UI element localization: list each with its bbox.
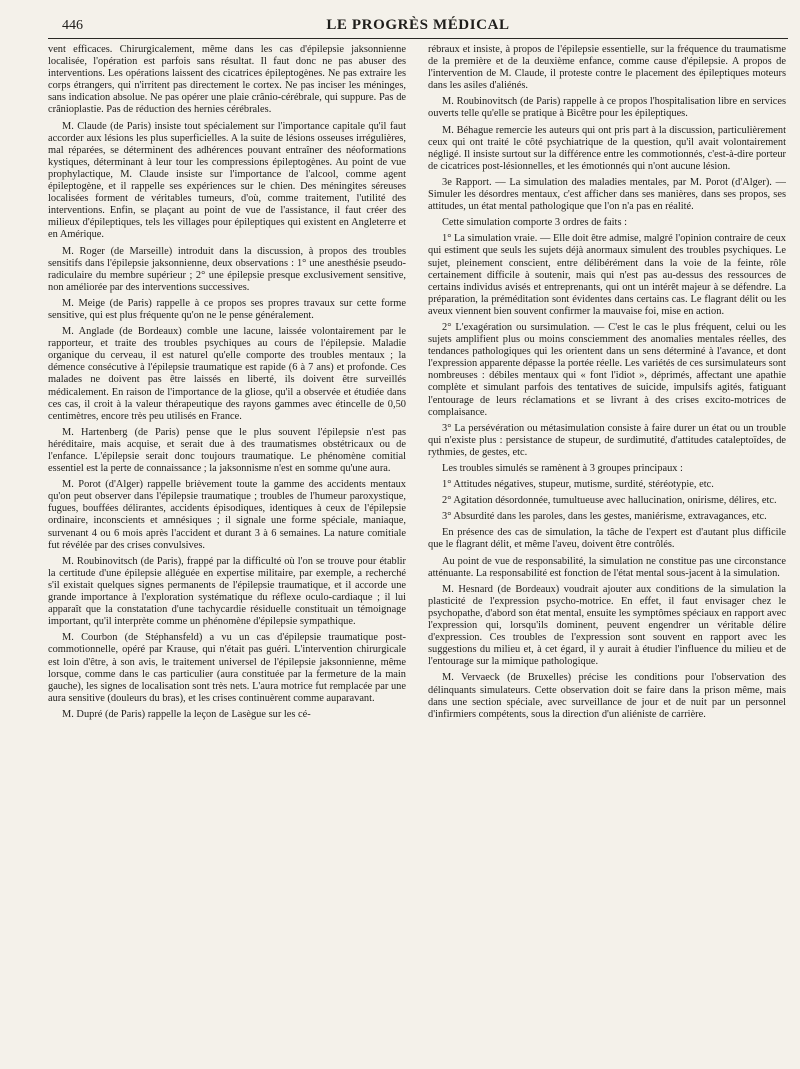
paragraph: M. Roubinovitsch (de Paris) rappelle à ce propos l'hospitalisation libre en services ouverts telle qu'elle se pratique à Bicêtre pour les épileptiques. <box>428 96 786 120</box>
paragraph: M. Meige (de Paris) rappelle à ce propos ses propres travaux sur cette forme sensitive, qui est plus fréquente qu'on ne le pense généralement. <box>48 297 406 321</box>
paragraph: 2° Agitation désordonnée, tumultueuse avec hallucination, onirisme, délires, etc. <box>442 495 777 507</box>
paragraph: M. Hartenberg (de Paris) pense que le plus souvent l'épilepsie n'est pas héréditaire, mais acquise, et serait due à des traumatismes obstétricaux ou de l'enfance. L'épilepsie serait donc toujours traumatique. Le phénomène comitial essentiel est la perte de connaissance ; la jaksonnisme n'est en somme qu'une aura. <box>48 426 406 475</box>
right-column <box>428 44 786 1069</box>
paragraph: Cette simulation comporte 3 ordres de faits : <box>442 217 627 229</box>
paragraph: M. Porot (d'Alger) rappelle brièvement toute la gamme des accidents mentaux qu'on peut observer dans l'épilepsie traumatique ; troubles de l'humeur paroxystique, fugues, bouffées délirantes, accidents épisodiques, identiques à ceux de l'épilepsie ordinaire, inconscients et amnésiques ; il signale une forme spéciale, maniaque, survenant 4 ou 6 mois après l'accident et durant 3 à 6 semaines. La nature comitiale fut révélée par des crises convulsives. <box>48 479 406 551</box>
paragraph: M. Dupré (de Paris) rappelle la leçon de Lasègue sur les cé- <box>62 708 311 720</box>
running-title: LE PROGRÈS MÉDICAL <box>326 17 510 33</box>
paragraph: 3° Absurdité dans les paroles, dans les gestes, maniérisme, extravagances, etc. <box>442 511 767 523</box>
paragraph: En présence des cas de simulation, la tâche de l'expert est d'autant plus difficile que le flagrant délit, et même l'aveu, doivent être contrôlés. <box>428 527 786 551</box>
paragraph: M. Hesnard (de Bordeaux) voudrait ajouter aux conditions de la simulation la plasticité de l'expression psycho-motrice. En effet, il faut envisager chez le psychopathe, d'abord son état mental, ensuite les symptômes spéciaux en rapport avec l'expression qui, lorsqu'ils dominent, peuvent engendrer un véritable délire d'expression. Ces troubles de l'expression sont souvent en rapport avec les suggestions du milieu et, à cet égard, il y aurait à étudier l'influence du milieu et de l'entourage sur la mimique pathologique. <box>428 583 786 668</box>
paragraph: 1° La simulation vraie. — Elle doit être admise, malgré l'opinion contraire de ceux qui estiment que seuls les sujets déjà anormaux simulent des troubles psychiques. Le sujet, pleinement conscient, entre délibérément dans la voie de la feinte, rôle certainement difficile à soutenir, mais qui n'est pas au-dessus des ressources de certains individus avisés et entreprenants, qui ont un intérêt majeur à se défendre. La préparation, la préméditation sont évidentes dans certains cas. Le flagrant délit ou les aveux viennent bien souvent confirmer la mauvaise foi, mise en action. <box>428 233 786 317</box>
text-columns <box>48 44 788 1069</box>
page-header <box>48 16 788 39</box>
paragraph: rébraux et insiste, à propos de l'épilepsie essentielle, sur la fréquence du traumatisme de la première et de la deuxième enfance, comme cause d'épilepsie. A propos de l'intervention de M. Claude, il proteste contre le placement des épileptiques moteurs dans les asiles d'aliénés. <box>428 44 786 92</box>
paragraph: M. Béhague remercie les auteurs qui ont pris part à la discussion, particulièrement ceux qui ont traité le côté psychiatrique de la question, qu'il avait volontairement négligé. Il insiste surtout sur la différence entre les commotionnés, c'est-à-dire porteur de cicatrices post-lésionnelles, et les émotionnés qui n'ont aucune lésion. <box>428 124 786 172</box>
paragraph: M. Roubinovitsch (de Paris), frappé par la difficulté où l'on se trouve pour établir la certitude d'une épilepsie alléguée en expertise militaire, par exemple, a recherché s'il existait quelques signes permanents de l'épilepsie traumatique, et il accorde une grande importance à l'exploration systématique du réflexe oculo-cardiaque ; il lui apparaît que la constatation d'une tachycardie résiduelle constituait un témoignage important, qu'il interprète comme un phénomène d'épilepsie sympathique. <box>48 555 406 628</box>
paragraph: M. Anglade (de Bordeaux) comble une lacune, laissée volontairement par le rapporteur, et traite des troubles psychiques au cours de l'épilepsie. Maladie organique du cerveau, il est naturel qu'elle comporte des troubles mentaux ; la démence consécutive à l'épilepsie traumatique est rapide (6 à 7 ans) et profonde. Ces malades ne doivent pas être laissés en liberté, ils doivent être surveillés médicalement. En raison de l'importance de la gliose, qu'il a observée et étudiée dans ces cas, il croit à la valeur thérapeutique des rayons gammes avec étincelle de 0,50 centimètres, encore très peu utilisés en France. <box>48 326 406 422</box>
paragraph: 1° Attitudes négatives, stupeur, mutisme, surdité, stéréotypie, etc. <box>442 479 714 491</box>
paragraph: M. Roger (de Marseille) introduit dans la discussion, à propos des troubles sensitifs dans l'épilepsie jaksonnienne, deux observations : 1° une anesthésie pseudo-radiculaire du membre supérieur ; 2° une épilepsie presque exclusivement sensitive, non améliorée par des interventions successives. <box>48 245 406 293</box>
paragraph: M. Claude (de Paris) insiste tout spécialement sur l'importance capitale qu'il faut accorder aux lésions les plus superficielles. A la suite de lésions osseuses irrégulières, mal réparées, se déterminent des adhérences pouvant entraîner des néoformations kystiques, déterminant à leur tour les compressions épileptogènes. Au point de vue prophylactique, M. Claude insiste sur l'importance de l'alcool, comme agent épileptogène, et il rappelle ses expériences sur le chien. Des méningites séreuses localisées forment de véritables tumeurs, d'où, comme traitement, l'utilité des interventions. Enfin, se plaçant au point de vue de l'assistance, il faut créer des milieux d'épileptiques, tels les villages pour épileptiques qui existent en Angleterre et en Amérique. <box>48 120 406 241</box>
paragraph: M. Vervaeck (de Bruxelles) précise les conditions pour l'observation des délinquants simulateurs. Cette observation doit se faire dans la prison même, mais dans une section spéciale, avec surveillance de jour et de nuit par un personnel d'infirmiers compétents, sous la direction d'un aliéniste de carrière. <box>428 672 786 720</box>
left-column <box>48 44 406 1069</box>
paragraph: 3e Rapport. — La simulation des maladies mentales, par M. Porot (d'Alger). — Simuler les désordres mentaux, c'est afficher dans ses manières, dans ses propos, ses attitudes, un état mental pathologique que l'on n'a pas en réalité. <box>428 176 786 213</box>
paragraph: 2° L'exagération ou sursimulation. — C'est le cas le plus fréquent, celui ou les sujets amplifient plus ou moins consciemment des anomalies mentales réelles, des tendances pathologiques qui les orientent dans un sens déterminé à l'avance, et dont l'expression apparente dépasse la portée réelle. Les variétés de ces sursimulateurs sont nombreuses : débiles mentaux qui « font l'idiot », déprimés, affectant une apathie complète et simulant parfois des tentatives de suicide, impulsifs agités, fatiguant l'entourage de leurs réclamations et se livrant à des crises excito-motrices de complaisance. <box>428 321 786 418</box>
paragraph: Les troubles simulés se ramènent à 3 groupes principaux : <box>442 463 683 474</box>
page-number: 446 <box>62 18 83 33</box>
paragraph: 3° La persévération ou métasimulation consiste à faire durer un état ou un trouble qui n'existe plus : persistance de stupeur, de surdimutité, d'attitudes cataleptoïdes, de rythmies, de gestes, etc. <box>428 422 786 458</box>
paragraph: Au point de vue de responsabilité, la simulation ne constitue pas une circonstance atténuante. La responsabilité est fonction de l'état mental sous-jacent à la simulation. <box>428 555 786 579</box>
paragraph: M. Courbon (de Stéphansfeld) a vu un cas d'épilepsie traumatique post-commotionnelle, opéré par Krause, qui n'était pas guéri. L'intervention chirurgicale est loin d'être, à son avis, le traitement universel de l'épilepsie jaksonnienne, même lorsque, comme dans le cas particulier (aura constituée par la fermeture de la main gauche), les signes de localisation sont très nets. L'aura motrice fut remplacée par une aura sensitive (douleurs du bras), et les crises continuèrent comme auparavant. <box>48 632 406 704</box>
paragraph: vent efficaces. Chirurgicalement, même dans les cas d'épilepsie jaksonnienne localisée, l'opération est parfois sans résultat. Il faut donc ne pas abuser des interventions. Les opérations laissent des cicatrices épileptogènes. Ne pas extraire les corps étrangers, qui n'irritent pas directement le cortex. Ne pas inciser les méninges, sans indication absolue. Ne pas opérer une plaie crânio-cérébrale, qui suppure. Pas de crânioplastie. Pas de réduction des hernies cérébrales. <box>48 44 406 116</box>
